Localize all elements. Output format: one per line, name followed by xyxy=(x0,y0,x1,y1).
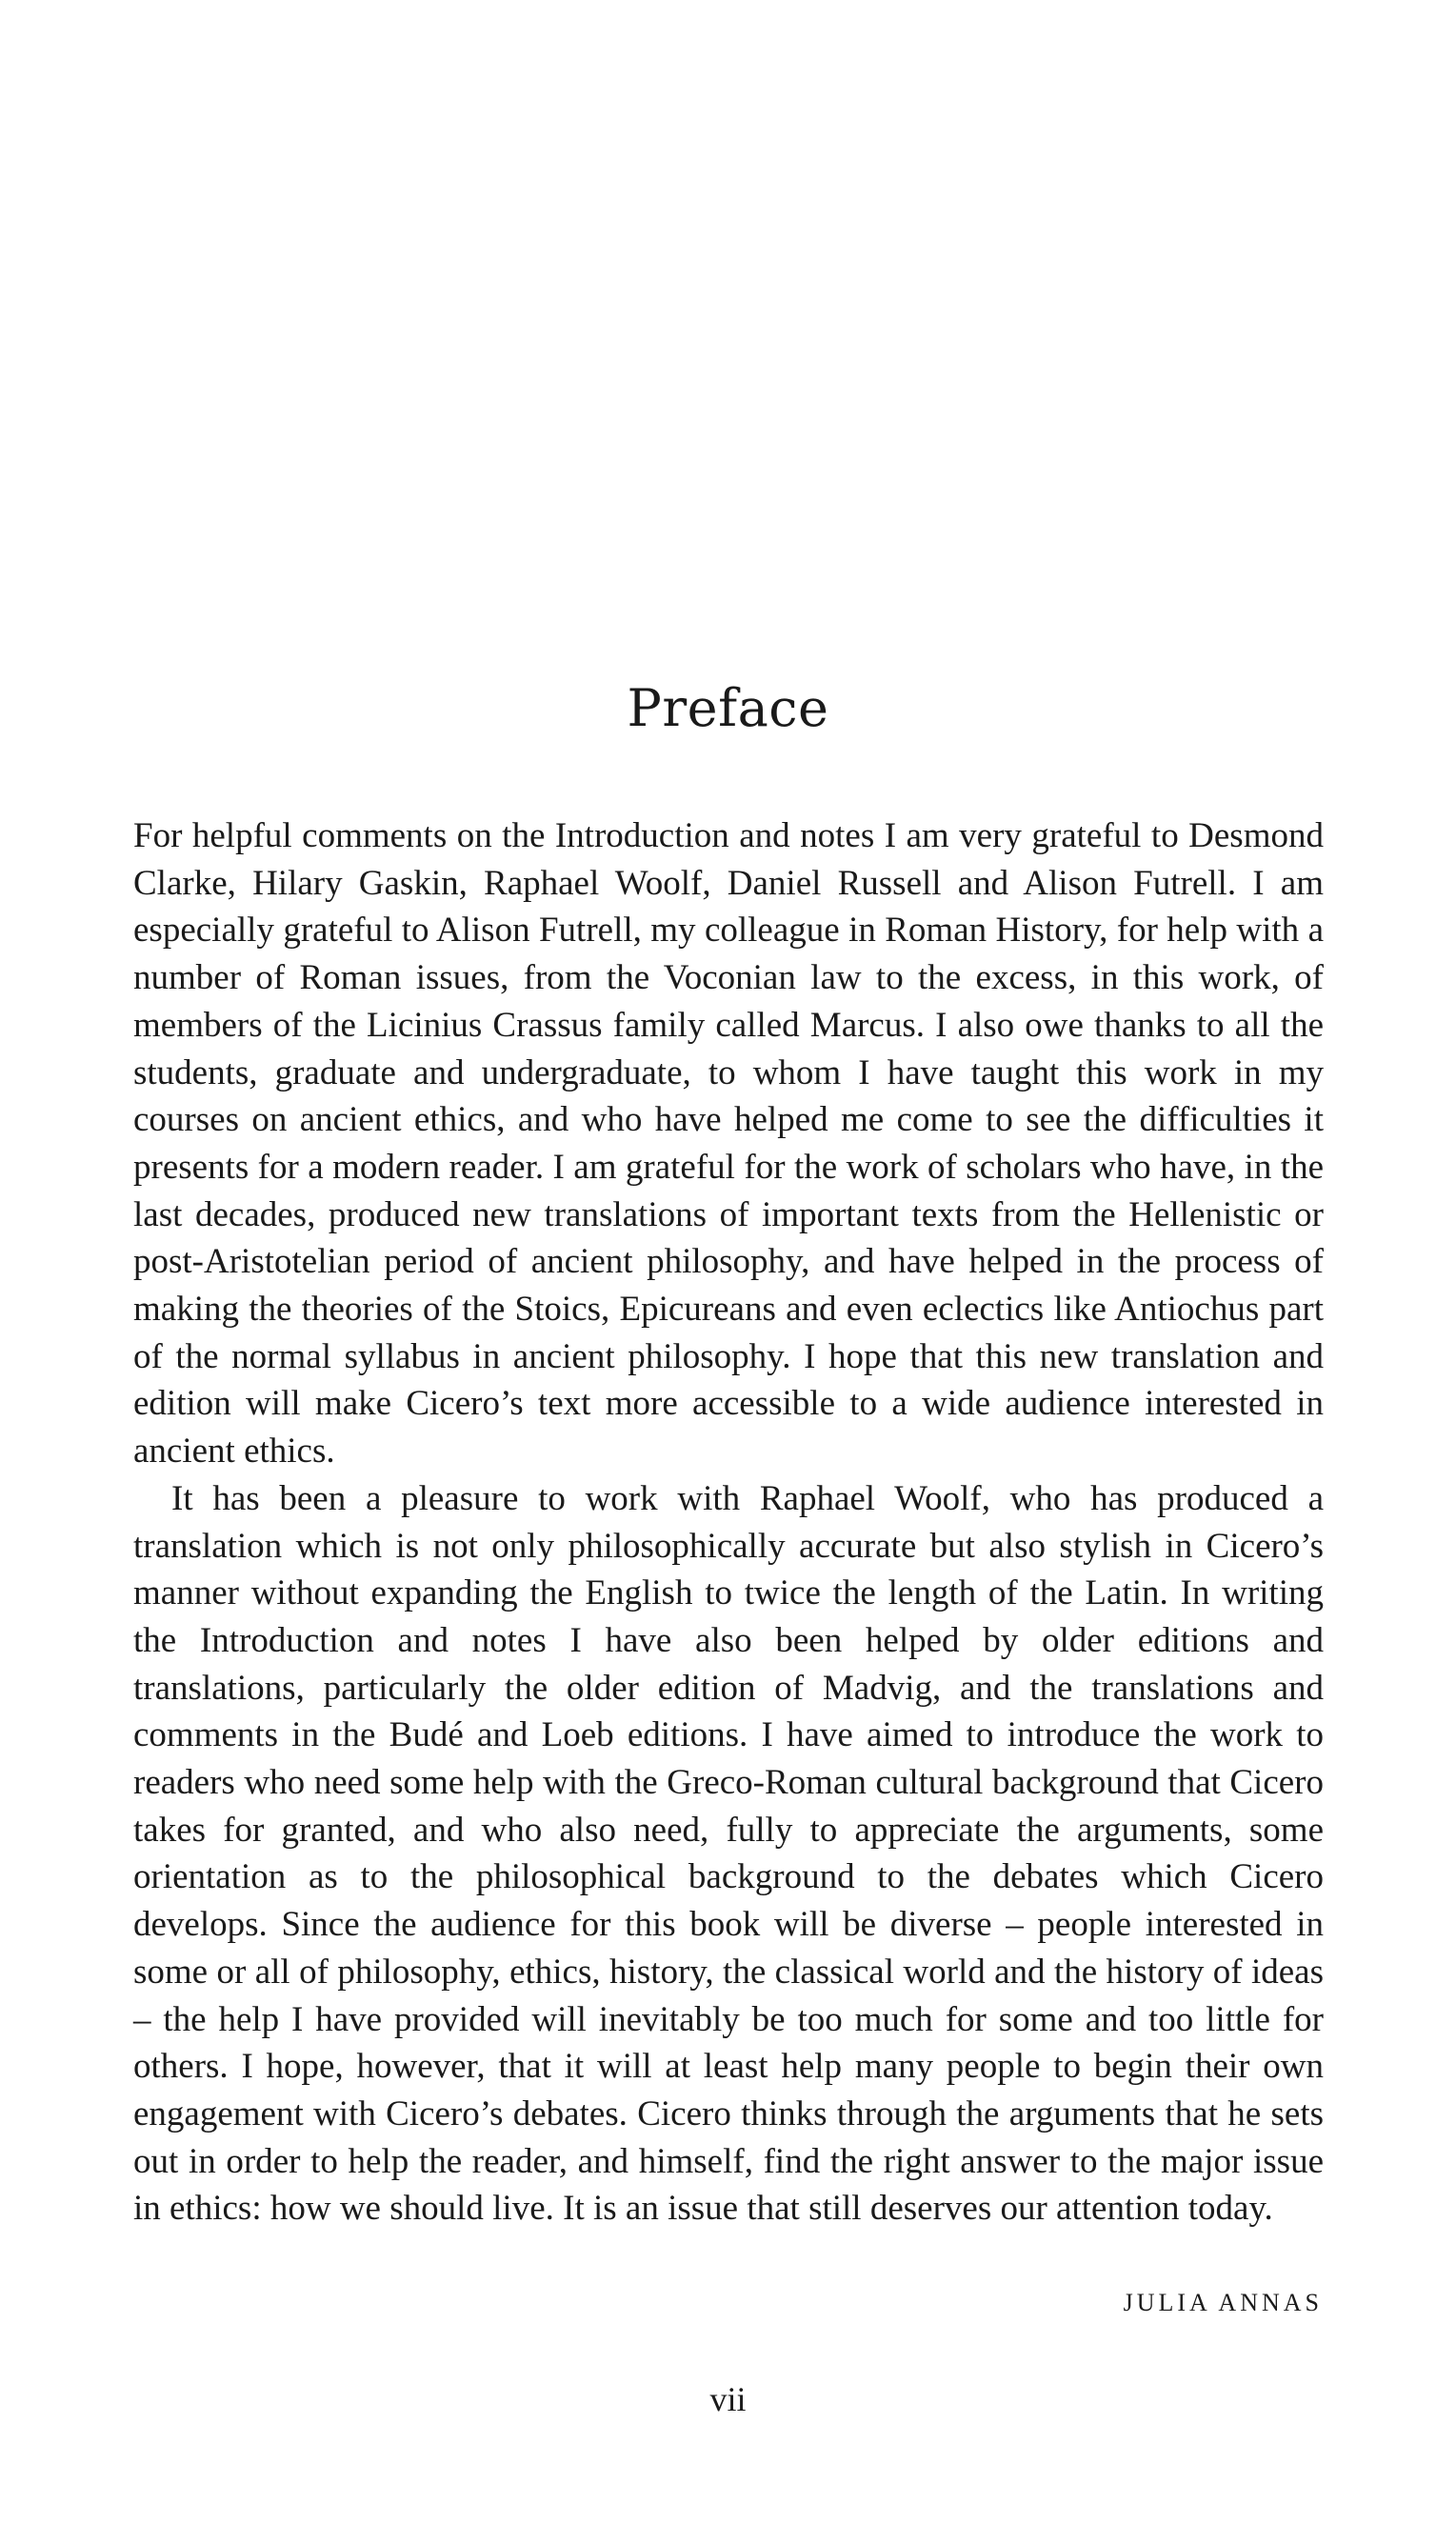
page-title: Preface xyxy=(627,678,829,738)
preface-body xyxy=(133,812,1324,2233)
page-number: vii xyxy=(709,2380,747,2418)
paragraph-translation-notes: It has been a pleasure to work with Raphael Woolf, who has produced a translation which is not only philosophically accurate but also stylish in Cicero’s manner without expanding the English to twice the length of the Latin. In writing the Introduction and notes I have also been helped by older editions and translations, particularly the older edition of Madvig, and the translations and comments in the Budé and Loeb editions. I have aimed to introduce the work to readers who need some help with the Greco-Roman cultural background that Cicero takes for granted, and who also need, fully to appreciate the arguments, some orientation as to the philosophical background to the debates which Cicero develops. Since the audience for this book will be diverse – people interested in some or all of philosophy, ethics, history, the classical world and the history of ideas – the help I have provided will inevitably be too much for some and too little for others. I hope, however, that it will at least help many people to begin their own engagement with Cicero’s debates. Cicero thinks through the arguments that he sets out in order to help the reader, and himself, find the right answer to the major issue in ethics: how we should live. It is an issue that still deserves our attention today. xyxy=(133,1478,1324,2229)
author-signature: JULIA ANNAS xyxy=(1123,2289,1323,2316)
paragraph-acknowledgements: For helpful comments on the Introduction and notes I am very grateful to Desmond Clarke, Hilary Gaskin, Raphael Woolf, Daniel Russell and Alison Futrell. I am especially grateful to Alison Futrell, my colleague in Roman History, for help with a number of Roman issues, from the Voconian law to the excess, in this work, of members of the Licinius Crassus family called Marcus. I also owe thanks to all the students, graduate and undergraduate, to whom I have taught this work in my courses on ancient ethics, and who have helped me come to see the difficulties it presents for a modern reader. I am grateful for the work of scholars who have, in the last decades, produced new translations of important texts from the Hellenistic or post-Aristotelian period of ancient philosophy, and have helped in the process of making the theories of the Stoics, Epicureans and even eclectics like Antiochus part of the normal syllabus in ancient philosophy. I hope that this new translation and edition will make Cicero’s text more accessible to a wide audience interested in ancient ethics. xyxy=(133,816,1324,1472)
